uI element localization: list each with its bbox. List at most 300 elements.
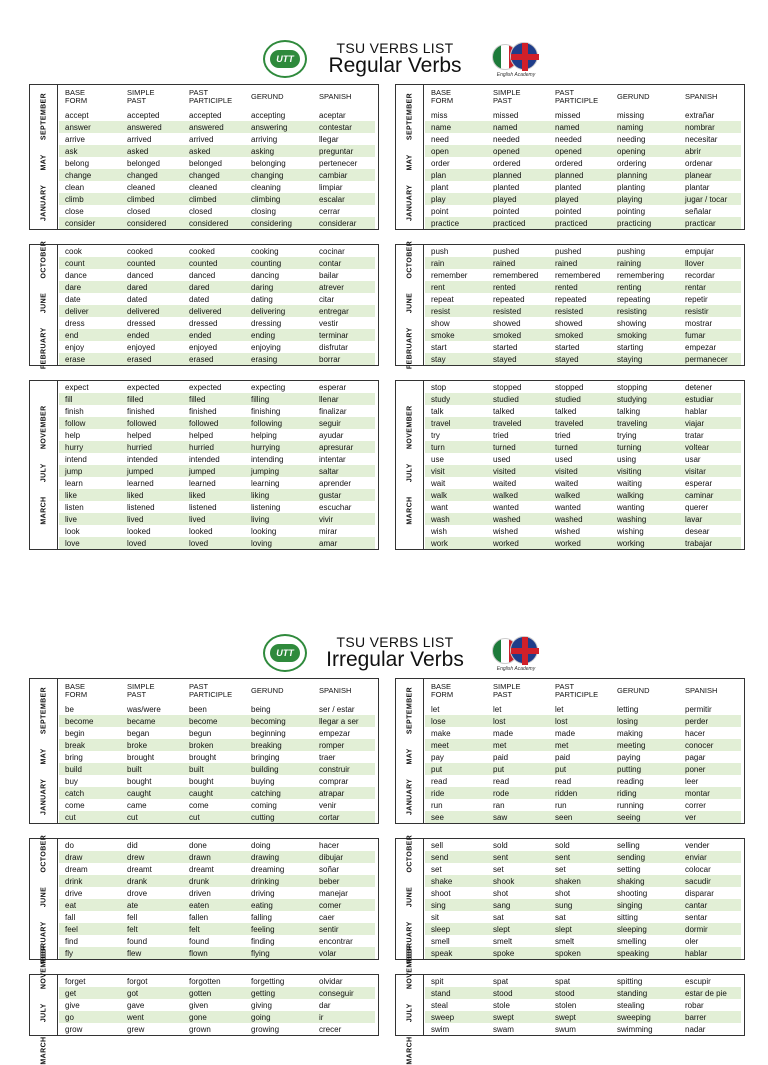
simple-past-cell: sent [487,851,549,863]
simple-past-cell: came [127,800,147,810]
table-row [425,799,741,811]
base-form-cell: climb [59,193,121,205]
gerund-cell: driving [251,888,275,898]
gerund-cell: considering [245,217,313,229]
past-participle-cell: ridden [549,787,611,799]
spanish-cell: limpiar [319,182,343,192]
column-header: BASE FORM [59,85,121,109]
table-row [59,193,375,205]
spanish-cell: empezar [685,342,717,352]
simple-past-cell: began [127,728,150,738]
month-label-text: MARCH JULY NOVEMBER [40,405,47,525]
spanish-cell: cerrar [319,206,340,216]
simple-past-cell: shook [487,875,549,887]
base-form-cell: shoot [431,888,451,898]
table-header-row [59,679,375,703]
past-participle-cell: rained [549,257,611,269]
base-form-cell: erase [59,353,121,365]
spanish-cell: esperar [319,382,347,392]
gerund-cell: finishing [251,406,281,416]
table-row [425,341,741,353]
table-header-row [425,679,741,703]
column-header: SPANISH [679,85,741,109]
gerund-cell: playing [611,193,679,205]
table-row [59,899,375,911]
past-participle-cell: stood [549,987,611,999]
verb-table-block [395,240,745,370]
simple-past-cell: forgot [127,976,148,986]
base-form-cell: repeat [431,294,454,304]
past-participle-cell: dressed [189,318,218,328]
gerund-cell: learning [251,478,280,488]
simple-past-cell: listened [127,502,155,512]
gerund-cell: renting [611,281,679,293]
simple-past-cell: brought [127,752,155,762]
simple-past-cell: remembered [493,270,539,280]
table-row [425,269,741,281]
past-participle-cell: climbed [183,193,245,205]
past-participle-cell: closed [189,206,213,216]
table-row [59,381,375,393]
base-form-cell: consider [59,217,121,229]
gerund-cell: visiting [611,465,679,477]
past-participle-cell: gone [183,1011,245,1023]
simple-past-cell: looked [127,526,151,536]
base-form-cell: stand [425,987,487,999]
gerund-cell: singing [611,899,679,911]
table-row [425,281,741,293]
base-form-cell: want [431,502,448,512]
past-participle-cell: turned [549,441,611,453]
past-participle-cell: worked [549,537,611,549]
month-label-text: JANUARY MAY SEPTEMBER [406,92,413,222]
spanish-cell: hacer [319,840,340,850]
base-form-cell: forget [65,976,86,986]
simple-past-cell: wanted [493,502,519,512]
base-form-cell: travel [425,417,487,429]
base-form-cell: give [65,1000,80,1010]
gerund-cell: beginning [251,728,286,738]
table-row [59,999,375,1011]
simple-past-cell: sat [493,912,504,922]
past-participle-cell: lost [549,715,611,727]
simple-past-cell: ate [121,899,183,911]
base-form-cell: speak [425,947,487,959]
spanish-cell: ser / estar [319,704,355,714]
month-label-text: JANUARY MAY SEPTEMBER [406,686,413,816]
spanish-cell: viajar [679,417,741,429]
gerund-cell: walking [611,489,679,501]
gerund-cell: remembering [617,270,665,280]
month-label [396,381,424,549]
past-participle-cell: forgotten [189,976,221,986]
gerund-cell: meeting [611,739,679,751]
base-form-cell: ride [425,787,487,799]
table-row [425,739,741,751]
verb-table [425,975,741,1035]
table-row [425,317,741,329]
past-participle-cell: resisted [549,305,611,317]
simple-past-cell: fell [127,912,138,922]
past-participle-cell: studied [549,393,611,405]
table-row [425,217,741,229]
past-participle-cell: answered [183,121,245,133]
simple-past-cell: ran [493,800,505,810]
simple-past-cell: filled [121,393,183,405]
verb-table [59,381,375,549]
past-participle-cell: shaken [549,875,611,887]
verb-table [425,679,741,823]
simple-past-cell: enjoyed [127,342,156,352]
base-form-cell: do [65,840,74,850]
simple-past-cell: learned [127,478,154,488]
past-participle-cell: spat [555,976,571,986]
base-form-cell: deliver [59,305,121,317]
spanish-cell: mirar [319,526,338,536]
gerund-cell: growing [251,1024,280,1034]
gerund-cell: belonging [251,158,286,168]
table-row [425,975,741,987]
spanish-cell: permanecer [679,353,741,365]
verb-table-block [395,678,745,824]
spanish-cell: hacer [685,728,706,738]
verb-table-block [395,84,745,230]
page-title: Irregular Verbs [326,648,464,671]
past-participle-cell: found [189,936,210,946]
spanish-cell: conseguir [313,987,375,999]
base-form-cell: work [425,537,487,549]
past-participle-cell: accepted [189,110,222,120]
past-participle-cell: slept [549,923,611,935]
base-form-cell: need [431,134,449,144]
base-form-cell: visit [425,465,487,477]
column-header: SIMPLE PAST [121,85,183,109]
spanish-cell: comer [313,899,375,911]
past-participle-cell: traveled [549,417,611,429]
base-form-cell: sweep [425,1011,487,1023]
base-form-cell: date [65,294,81,304]
table-row [59,341,375,353]
verb-table [59,85,375,229]
past-participle-cell: drunk [183,875,245,887]
gerund-cell: dressing [251,318,282,328]
simple-past-cell: spat [493,976,509,986]
spanish-cell: jugar / tocar [679,193,741,205]
spanish-cell: beber [313,875,375,887]
simple-past-cell: bought [127,776,152,786]
base-form-cell: belong [65,158,90,168]
list-title: TSU VERBS LIST [336,634,454,650]
gerund-cell: riding [611,787,679,799]
simple-past-cell: expected [127,382,160,392]
base-form-cell: practice [425,217,487,229]
gerund-cell: erasing [245,353,313,365]
simple-past-cell: named [487,121,549,133]
gerund-cell: living [245,513,313,525]
gerund-cell: liking [245,489,313,501]
table-row [59,703,375,715]
gerund-cell: standing [611,987,679,999]
simple-past-cell: read [493,776,510,786]
gerund-cell: arriving [251,134,278,144]
past-participle-cell: seen [549,811,611,823]
table-row [425,851,741,863]
simple-past-cell: was/were [127,704,161,714]
base-form-cell: name [425,121,487,133]
base-form-cell: remember [431,270,468,280]
simple-past-cell: traveled [487,417,549,429]
table-row [59,281,375,293]
flag-caption: English Academy [496,72,536,78]
gerund-cell: sending [611,851,679,863]
month-label [30,381,58,549]
verb-table-block [29,240,379,370]
gerund-cell: needing [617,134,646,144]
spanish-cell: visitar [679,465,741,477]
gerund-cell: working [611,537,679,549]
gerund-cell: helping [251,430,277,440]
spanish-cell: vivir [313,513,375,525]
table-row [59,751,375,763]
simple-past-cell: put [487,763,549,775]
table-row [59,911,375,923]
spanish-cell: citar [319,294,335,304]
gerund-cell: cutting [245,811,313,823]
spanish-cell: poner [679,763,741,775]
past-participle-cell: needed [555,134,582,144]
spanish-cell: tratar [685,430,704,440]
table-row [59,923,375,935]
base-form-cell: eat [59,899,121,911]
simple-past-cell: dared [121,281,183,293]
spanish-cell: comprar [319,776,349,786]
simple-past-cell: finished [127,406,155,416]
gerund-cell: seeing [611,811,679,823]
spanish-cell: borrar [313,353,375,365]
past-participle-cell: become [183,715,245,727]
gerund-cell: paying [617,752,641,762]
gerund-cell: turning [611,441,679,453]
past-participle-cell: listened [189,502,217,512]
gerund-cell: stealing [617,1000,645,1010]
spanish-cell: entregar [313,305,375,317]
simple-past-cell: answered [121,121,183,133]
base-form-cell: drive [65,888,83,898]
spanish-cell: construir [313,763,375,775]
simple-past-cell: changed [121,169,183,181]
spanish-cell: ordenar [685,158,713,168]
gerund-cell: feeling [245,923,313,935]
table-row [59,501,375,513]
gerund-cell: smelling [617,936,647,946]
past-participle-cell: played [549,193,611,205]
gerund-cell: spitting [617,976,643,986]
past-participle-cell: missed [555,110,581,120]
past-participle-cell: sung [549,899,611,911]
spanish-cell: escupir [685,976,711,986]
spanish-cell: señalar [685,206,712,216]
spanish-cell: soñar [319,864,340,874]
verb-table [59,245,375,365]
column-header: PAST PARTICIPLE [549,679,611,703]
spanish-cell: disparar [685,888,714,898]
simple-past-cell: stole [493,1000,510,1010]
past-participle-cell: eaten [183,899,245,911]
base-form-cell: follow [59,417,121,429]
table-row [425,305,741,317]
simple-past-cell: made [493,728,514,738]
gerund-cell: counting [245,257,313,269]
gerund-cell: daring [245,281,313,293]
base-form-cell: answer [59,121,121,133]
gerund-cell: jumping [245,465,313,477]
table-row [59,839,375,851]
table-row [59,133,375,145]
spanish-cell: vender [685,840,710,850]
spanish-cell: fumar [679,329,741,341]
past-participle-cell: used [555,454,573,464]
spanish-cell: caminar [679,489,741,501]
base-form-cell: sell [431,840,444,850]
past-participle-cell: felt [183,923,245,935]
base-form-cell: end [59,329,121,341]
spanish-cell: barrer [679,1011,741,1023]
gerund-cell: delivering [245,305,313,317]
spanish-cell: practicar [679,217,741,229]
gerund-cell: bringing [251,752,280,762]
spanish-cell: apresurar [313,441,375,453]
past-participle-cell: sold [555,840,570,850]
table-row [425,775,741,787]
simple-past-cell: resisted [487,305,549,317]
simple-past-cell: saw [487,811,549,823]
table-row [425,181,741,193]
gerund-cell: dreaming [251,864,285,874]
gerund-cell: resisting [611,305,679,317]
spanish-cell: dar [319,1000,331,1010]
spanish-cell: amar [313,537,375,549]
simple-past-cell: let [493,704,502,714]
flag-logo [490,40,542,82]
past-participle-cell: given [189,1000,209,1010]
simple-past-cell: shot [493,888,509,898]
spanish-cell: manejar [319,888,348,898]
table-header-row [59,85,375,109]
table-row [59,489,375,501]
simple-past-cell: helped [127,430,152,440]
gerund-cell: making [617,728,643,738]
past-participle-cell: waited [555,478,579,488]
base-form-cell: expect [65,382,89,392]
gerund-cell: missing [617,110,645,120]
base-form-cell: wish [431,526,448,536]
gerund-cell: sleeping [611,923,679,935]
table-row [59,293,375,305]
past-participle-cell: swum [555,1024,576,1034]
spanish-cell: desear [685,526,710,536]
base-form-cell: rent [425,281,487,293]
month-label [396,945,424,1065]
verb-table [59,839,375,959]
base-form-cell: wash [425,513,487,525]
table-row [425,169,741,181]
past-participle-cell: cut [183,811,245,823]
past-participle-cell: loved [183,537,245,549]
table-row [59,157,375,169]
table-row [425,157,741,169]
past-participle-cell: planned [549,169,611,181]
column-header: GERUND [245,679,313,703]
simple-past-cell: lost [487,715,549,727]
spanish-cell: pertenecer [319,158,358,168]
past-participle-cell: come [189,800,209,810]
gerund-cell: getting [245,987,313,999]
simple-past-cell: sold [493,840,508,850]
table-row [59,353,375,365]
column-header: PAST PARTICIPLE [183,85,245,109]
spanish-cell: aceptar [319,110,346,120]
verb-table [425,839,741,959]
past-participle-cell: paid [555,752,571,762]
base-form-cell: play [425,193,487,205]
gerund-cell: accepting [251,110,286,120]
spanish-cell: rentar [679,281,741,293]
spanish-cell: nadar [685,1024,706,1034]
spanish-cell: seguir [313,417,375,429]
verb-table-block [395,380,745,550]
gerund-cell: ordering [617,158,647,168]
base-form-cell: bring [65,752,83,762]
spanish-cell: dibujar [313,851,375,863]
table-row [59,875,375,887]
simple-past-cell: tried [493,430,509,440]
base-form-cell: open [425,145,487,157]
column-header: SIMPLE PAST [121,679,183,703]
past-participle-cell: spoken [549,947,611,959]
gerund-cell: cleaning [251,182,281,192]
simple-past-cell: wished [493,526,518,536]
past-participle-cell: smelt [555,936,575,946]
simple-past-cell: closed [127,206,151,216]
simple-past-cell: intended [127,454,158,464]
month-label-text: MARCH JULY NOVEMBER [40,945,47,1065]
base-form-cell: use [431,454,444,464]
base-form-cell: clean [65,182,85,192]
spanish-cell: plantar [685,182,710,192]
past-participle-cell: finished [189,406,217,416]
simple-past-cell: dressed [127,318,156,328]
gerund-cell: finding [251,936,275,946]
gerund-cell: sweeping [611,1011,679,1023]
spanish-cell: encontrar [319,936,353,946]
gerund-cell: wishing [617,526,644,536]
past-participle-cell: changed [183,169,245,181]
spanish-cell: preguntar [313,145,375,157]
simple-past-cell: did [127,840,138,850]
base-form-cell: intend [65,454,87,464]
simple-past-cell: walked [487,489,549,501]
past-participle-cell: stopped [555,382,584,392]
logo-mark: UTT [270,50,300,68]
spanish-cell: leer [685,776,699,786]
base-form-cell: start [431,342,447,352]
spanish-cell: colocar [685,864,711,874]
table-row [425,999,741,1011]
table-row [59,405,375,417]
base-form-cell: listen [65,502,84,512]
base-form-cell: dare [59,281,121,293]
table-row [425,145,741,157]
